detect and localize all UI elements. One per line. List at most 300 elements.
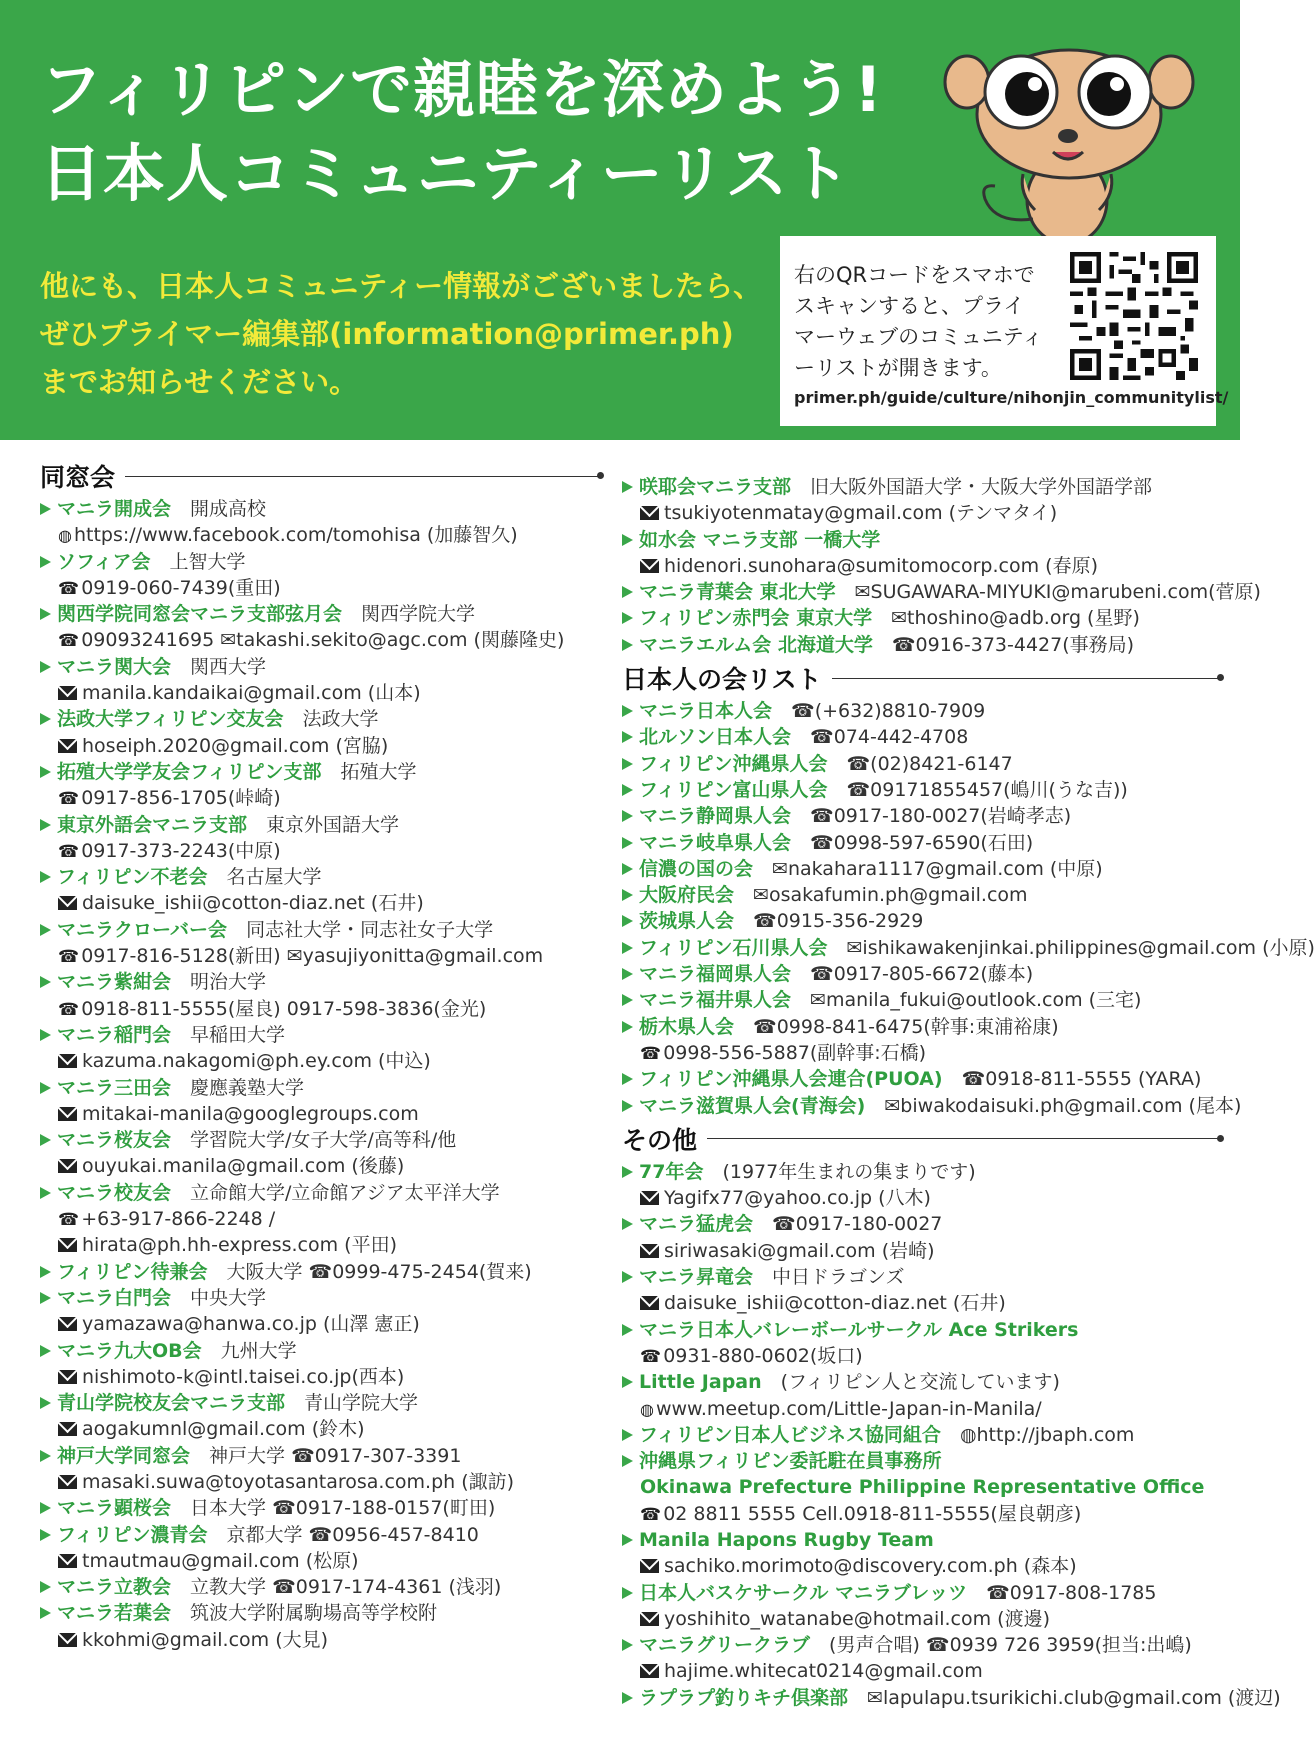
list-item-detail: [40, 1232, 600, 1258]
email-address[interactable]: mitakai-manila@googlegroups.com: [82, 1102, 419, 1125]
organization-name: 北ルソン日本人会: [639, 726, 792, 749]
phone-icon: ☎: [640, 1043, 662, 1064]
list-item-detail: [622, 1185, 1220, 1211]
section-title: 同窓会: [40, 463, 116, 492]
list-item: [40, 1443, 600, 1469]
arrow-bullet-icon: [622, 1271, 633, 1283]
arrow-bullet-icon: [40, 1502, 51, 1514]
arrow-bullet-icon: [40, 1082, 51, 1094]
phone-number[interactable]: 0998-556-5887(副幹事:石橋): [663, 1041, 927, 1064]
organization-detail: 中央大学: [190, 1286, 267, 1309]
list-item-detail: [40, 1153, 600, 1179]
organization-name: フィリピン日本人ビジネス協同組合: [639, 1423, 941, 1446]
list-item-detail: [40, 575, 600, 601]
email-address[interactable]: tsukiyotenmatay@gmail.com (テンマタイ): [664, 502, 1058, 525]
email-address[interactable]: masaki.suwa@toyotasantarosa.com.ph (諏訪): [82, 1470, 515, 1493]
email-address[interactable]: kazuma.nakagomi@ph.ey.com (中込): [82, 1050, 431, 1073]
organization-detail: 慶應義塾大学: [190, 1076, 305, 1099]
list-item-detail: [622, 1040, 1220, 1066]
arrow-bullet-icon: [622, 810, 633, 822]
phone-number[interactable]: 09093241695 ✉takashi.sekito@agc.com (関藤隆史): [81, 629, 565, 652]
phone-number[interactable]: 0919-060-7439(重田): [81, 576, 281, 599]
envelope-icon: [640, 506, 659, 520]
qr-instructions: 右のQRコードをスマホでスキャンすると、プライマーウェブのコミュニティーリストが開きます。: [794, 263, 1044, 380]
organization-name: 拓殖大学学友会フィリピン支部: [57, 760, 322, 783]
arrow-bullet-icon: [40, 1529, 51, 1541]
list-item: [40, 969, 600, 995]
organization-detail: ◍http://jbaph.com: [959, 1423, 1135, 1446]
arrow-bullet-icon: [622, 1166, 633, 1178]
arrow-bullet-icon: [622, 481, 633, 493]
envelope-icon: [58, 1475, 77, 1489]
list-item-detail: [622, 500, 1220, 526]
phone-icon: ☎: [640, 1504, 662, 1525]
envelope-icon: [58, 1317, 77, 1331]
list-item: [622, 1369, 1220, 1395]
title-line-1: フィリピンで親睦を深めよう!: [40, 53, 884, 126]
arrow-bullet-icon: [40, 924, 51, 936]
list-item: [40, 812, 600, 838]
organization-detail: 早稲田大学: [190, 1023, 286, 1046]
arrow-bullet-icon: [622, 534, 633, 546]
qr-info-box: [780, 236, 1229, 426]
arrow-bullet-icon: [40, 1581, 51, 1593]
envelope-icon: [58, 1159, 77, 1173]
organization-name-english: Okinawa Prefecture Philippine Representative Office: [640, 1476, 1205, 1499]
list-item: [622, 1093, 1242, 1119]
organization-detail: ☎0917-805-6672(藤本): [810, 963, 1034, 986]
email-address[interactable]: hajime.whitecat0214@gmail.com: [664, 1660, 983, 1683]
email-address[interactable]: kkohmi@gmail.com (大見): [82, 1628, 329, 1651]
list-item: [622, 777, 1220, 803]
phone-icon: ☎: [58, 841, 80, 862]
organization-detail: 拓殖大学: [340, 760, 417, 783]
list-item-detail: [622, 553, 1220, 579]
organization-name: マニラ関大会: [57, 655, 172, 678]
list-item-detail: [40, 838, 600, 864]
organization-name: マニラ桜友会: [57, 1129, 172, 1152]
list-item: [40, 549, 600, 575]
arrow-bullet-icon: [622, 994, 633, 1006]
list-item-detail: [40, 943, 600, 969]
list-item: [40, 1522, 600, 1548]
globe-icon: ◍: [58, 526, 72, 546]
phone-icon: ☎: [640, 1346, 662, 1367]
envelope-icon: [640, 1559, 659, 1573]
arrow-bullet-icon: [40, 766, 51, 778]
organization-name: マニラ日本人バレーボールサークル Ace Strikers: [639, 1318, 1079, 1341]
list-dousoukai-continued: [622, 474, 1261, 658]
organization-detail: ✉osakafumin.ph@gmail.com: [753, 884, 1028, 907]
phone-number[interactable]: 0917-816-5128(新田) ✉yasujiyonitta@gmail.com: [81, 945, 544, 968]
list-item-detail: [40, 680, 600, 706]
arrow-bullet-icon: [40, 819, 51, 831]
organization-detail: ☎0998-597-6590(石田): [810, 831, 1034, 854]
list-item-detail: [40, 890, 600, 916]
header-banner: [0, 0, 1240, 440]
arrow-bullet-icon: [622, 731, 633, 743]
organization-detail: 学習院大学/女子大学/高等科/他: [190, 1129, 457, 1152]
organization-name: 東京外語会マニラ支部: [57, 813, 248, 836]
organization-name: マニラ日本人会: [639, 700, 773, 723]
arrow-bullet-icon: [622, 942, 633, 954]
list-item-detail: [40, 996, 600, 1022]
organization-detail: ☎0918-811-5555 (YARA): [961, 1068, 1202, 1091]
arrow-bullet-icon: [40, 1397, 51, 1409]
organization-detail: ✉SUGAWARA-MIYUKI@marubeni.com(菅原): [854, 581, 1261, 604]
list-item: [622, 1159, 1220, 1185]
website-link[interactable]: https://www.facebook.com/tomohisa (加藤智久): [73, 524, 518, 547]
phone-number[interactable]: +63-917-866-2248 /: [81, 1208, 276, 1231]
organization-name: マニラ三田会: [57, 1076, 172, 1099]
arrow-bullet-icon: [40, 1292, 51, 1304]
organization-detail: ☎074-442-4708: [810, 726, 969, 749]
arrow-bullet-icon: [622, 968, 633, 980]
phone-number[interactable]: 02 8811 5555 Cell.0918-811-5555(屋良朝彦): [663, 1502, 1082, 1525]
list-item: [622, 1527, 1220, 1553]
envelope-icon: [58, 1107, 77, 1121]
email-address[interactable]: daisuke_ishii@cotton-diaz.net (石井): [664, 1292, 1006, 1315]
organization-name: マニラ若葉会: [57, 1602, 172, 1625]
organization-name: フィリピン沖縄県人会連合(PUOA): [639, 1068, 943, 1091]
list-item: [622, 474, 1220, 500]
arrow-bullet-icon: [622, 1324, 633, 1336]
organization-name: ラプラプ釣りキチ倶楽部: [639, 1686, 849, 1709]
organization-name: フィリピン赤門会 東京大学: [639, 607, 873, 630]
phone-number[interactable]: 0931-880-0602(坂口): [663, 1344, 863, 1367]
arrow-bullet-icon: [40, 1266, 51, 1278]
organization-name: 咲耶会マニラ支部: [639, 476, 792, 498]
phone-icon: ☎: [58, 1210, 80, 1231]
organization-name: ソフィア会: [57, 550, 151, 573]
organization-name: 栃木県人会: [639, 1015, 735, 1038]
list-item-detail: [622, 1553, 1220, 1579]
arrow-bullet-icon: [40, 976, 51, 988]
list-item: [40, 759, 600, 785]
organization-detail: ☎(+632)8810-7909: [791, 700, 986, 723]
organization-detail: ☎(02)8421-6147: [846, 752, 1013, 775]
arrow-bullet-icon: [622, 705, 633, 717]
list-item-detail: [622, 1238, 1220, 1264]
list-item: [40, 864, 600, 890]
organization-name: 神戸大学同窓会: [57, 1444, 191, 1467]
organization-name: フィリピン不老会: [57, 866, 208, 889]
list-item: [622, 632, 1220, 658]
email-address[interactable]: ouyukai.manila@gmail.com (後藤): [82, 1155, 405, 1178]
organization-name: 沖縄県フィリピン委託駐在員事務所: [639, 1450, 942, 1473]
envelope-icon: [58, 686, 77, 700]
list-item: [622, 908, 1220, 934]
envelope-icon: [58, 1370, 77, 1384]
email-address[interactable]: tmautmau@gmail.com (松原): [82, 1549, 359, 1572]
list-item-detail: [40, 1101, 600, 1127]
organization-detail: 同志社大学・同志社女子大学: [246, 918, 494, 941]
list-dousoukai: [40, 496, 600, 1653]
organization-detail: ☎0917-808-1785: [986, 1581, 1157, 1604]
envelope-icon: [640, 1612, 659, 1626]
list-item: [40, 654, 600, 680]
list-item: [622, 1014, 1220, 1040]
list-item: [622, 605, 1220, 631]
list-item: [40, 1495, 600, 1521]
qr-url[interactable]: primer.ph/guide/culture/nihonjin_communitylist/: [794, 388, 1229, 407]
list-item-detail: [40, 1469, 600, 1495]
list-item: [622, 724, 1220, 750]
section-divider: [707, 1138, 1220, 1139]
arrow-bullet-icon: [622, 1639, 633, 1651]
arrow-bullet-icon: [40, 1345, 51, 1357]
organization-name: 77年会: [639, 1160, 704, 1183]
organization-name: マニラグリークラブ: [639, 1634, 811, 1657]
section-title: その他: [622, 1125, 698, 1155]
email-address[interactable]: sachiko.morimoto@discovery.com.ph (森本): [664, 1555, 1077, 1578]
list-sonota: [622, 1159, 1281, 1711]
envelope-icon: [640, 559, 659, 573]
organization-name: フィリピン石川県人会: [639, 936, 828, 959]
organization-name: マニラ福井県人会: [639, 989, 792, 1012]
email-address[interactable]: hidenori.sunohara@sumitomocorp.com (春原): [664, 554, 1098, 577]
list-item: [40, 496, 600, 522]
organization-name: マニラクローバー会: [57, 918, 228, 941]
organization-name: マニラ猛虎会: [639, 1213, 754, 1236]
organization-detail: ☎09171855457(嶋川(うな吉)): [846, 778, 1128, 801]
organization-detail: 法政大学: [302, 708, 379, 731]
organization-name: マニラ立教会: [57, 1576, 172, 1599]
organization-name: マニラ稲門会: [57, 1023, 172, 1046]
organization-detail: 上智大学: [169, 550, 246, 573]
organization-name: 法政大学フィリピン交友会: [57, 708, 284, 731]
arrow-bullet-icon: [40, 871, 51, 883]
arrow-bullet-icon: [622, 586, 633, 598]
organization-name: マニラ青葉会 東北大学: [639, 581, 836, 604]
organization-detail: 東京外国語大学: [266, 813, 400, 836]
list-item-detail: [622, 1343, 1220, 1369]
list-item: [622, 961, 1220, 987]
list-item: [622, 1448, 1220, 1474]
arrow-bullet-icon: [622, 612, 633, 624]
organization-detail: ☎0915-356-2929: [753, 910, 924, 933]
organization-name: 関西学院同窓会マニラ支部弦月会: [57, 603, 343, 626]
list-item: [40, 706, 600, 732]
list-item: [622, 856, 1220, 882]
list-kenjinkai: [622, 698, 1315, 1119]
organization-name: マニラ顕桜会: [57, 1497, 172, 1520]
arrow-bullet-icon: [40, 1607, 51, 1619]
email-address[interactable]: manila.kandaikai@gmail.com (山本): [82, 682, 421, 705]
organization-name: Manila Hapons Rugby Team: [639, 1528, 934, 1551]
organization-detail: ☎0917-180-0027: [772, 1213, 943, 1236]
list-item: [622, 1317, 1220, 1343]
list-item: [622, 1066, 1220, 1092]
email-address[interactable]: aogakumnl@gmail.com (鈴木): [82, 1418, 365, 1441]
envelope-icon: [58, 1238, 77, 1252]
list-item: [622, 830, 1220, 856]
arrow-bullet-icon: [622, 1587, 633, 1599]
list-item-detail: [40, 627, 600, 653]
organization-detail: ✉lapulapu.tsurikichi.club@gmail.com (渡辺): [867, 1686, 1281, 1709]
email-address[interactable]: daisuke_ishii@cotton-diaz.net (石井): [82, 892, 424, 915]
list-item: [622, 751, 1220, 777]
website-link[interactable]: www.meetup.com/Little-Japan-in-Manila/: [655, 1397, 1042, 1420]
organization-name: 茨城県人会: [639, 910, 735, 933]
organization-detail: ✉manila_fukui@outlook.com (三宅): [810, 989, 1142, 1012]
phone-number[interactable]: 0918-811-5555(屋良) 0917-598-3836(金光): [81, 997, 487, 1020]
list-item-detail: [40, 733, 600, 759]
section-header-sonota: [622, 1119, 1220, 1159]
list-item: [40, 1600, 600, 1626]
phone-icon: ☎: [58, 789, 80, 810]
list-item: [40, 1338, 600, 1364]
arrow-bullet-icon: [622, 1455, 633, 1467]
arrow-bullet-icon: [622, 1218, 633, 1230]
organization-detail: 大阪大学 ☎0999-475-2454(賀来): [226, 1260, 532, 1283]
envelope-icon: [640, 1244, 659, 1258]
list-item-detail: [622, 1606, 1220, 1632]
list-item: [40, 1285, 600, 1311]
section-divider: [125, 476, 600, 477]
organization-name: マニラ滋賀県人会(青海会): [639, 1094, 866, 1117]
phone-icon: ☎: [58, 578, 80, 599]
organization-detail: 神戸大学 ☎0917-307-3391: [209, 1444, 462, 1467]
list-item-detail: [622, 1474, 1220, 1500]
email-address[interactable]: yoshihito_watanabe@hotmail.com (渡邊): [664, 1607, 1051, 1630]
list-item: [622, 935, 1315, 961]
list-item: [40, 1022, 600, 1048]
list-item: [622, 1264, 1220, 1290]
organization-detail: 京都大学 ☎0956-457-8410: [226, 1523, 479, 1546]
notice-line-1: 他にも、日本人コミュニティー情報がございましたら、: [40, 269, 763, 303]
envelope-icon: [58, 1054, 77, 1068]
notice-line-2: ぜひプライマー編集部(information@primer.ph): [40, 317, 734, 351]
email-address[interactable]: hirata@ph.hh-express.com (平田): [82, 1234, 397, 1257]
arrow-bullet-icon: [40, 661, 51, 673]
arrow-bullet-icon: [622, 1376, 633, 1388]
email-address[interactable]: siriwasaki@gmail.com (岩崎): [664, 1239, 935, 1262]
organization-name: マニラエルム会 北海道大学: [639, 633, 873, 656]
list-item: [40, 1180, 600, 1206]
phone-number[interactable]: 0917-856-1705(峠崎): [81, 787, 281, 810]
organization-name: 信濃の国の会: [639, 857, 754, 880]
list-item-detail: [40, 1548, 600, 1574]
list-item: [622, 1211, 1220, 1237]
envelope-icon: [58, 1422, 77, 1436]
organization-detail: 関西大学: [190, 655, 267, 678]
organization-name: マニラ昇竜会: [639, 1266, 754, 1289]
arrow-bullet-icon: [622, 1429, 633, 1441]
list-item-detail: [40, 1206, 600, 1232]
organization-name: フィリピン待兼会: [57, 1260, 208, 1283]
organization-name: マニラ岐阜県人会: [639, 831, 792, 854]
organization-name: マニラ紫紺会: [57, 971, 172, 994]
organization-detail: ☎0998-841-6475(幹事:東浦裕康): [753, 1015, 1059, 1038]
organization-detail: 名古屋大学: [226, 866, 322, 889]
organization-name: 青山学院校友会マニラ支部: [57, 1392, 286, 1415]
list-item-detail: [40, 785, 600, 811]
mascot-illustration: [935, 24, 1235, 239]
notice-line-3: までお知らせください。: [40, 365, 359, 399]
arrow-bullet-icon: [40, 1450, 51, 1462]
list-item: [40, 917, 600, 943]
arrow-bullet-icon: [40, 713, 51, 725]
list-item: [622, 1580, 1220, 1606]
right-column: [622, 456, 1315, 1711]
organization-detail: 青山学院大学: [304, 1392, 419, 1415]
arrow-bullet-icon: [40, 503, 51, 515]
list-item: [40, 1075, 600, 1101]
organization-detail: (フィリピン人と交流しています): [780, 1371, 1060, 1394]
email-address[interactable]: Yagifx77@yahoo.co.jp (八木): [664, 1187, 931, 1210]
envelope-icon: [58, 1554, 77, 1568]
envelope-icon: [640, 1664, 659, 1678]
arrow-bullet-icon: [622, 639, 633, 651]
phone-number[interactable]: 0917-373-2243(中原): [81, 839, 281, 862]
list-item: [622, 1422, 1220, 1448]
phone-icon: ☎: [58, 999, 80, 1020]
organization-detail: ✉nakahara1117@gmail.com (中原): [772, 857, 1103, 880]
list-item: [40, 1127, 600, 1153]
organization-name: フィリピン富山県人会: [639, 778, 828, 801]
envelope-icon: [58, 1633, 77, 1647]
envelope-icon: [58, 739, 77, 753]
list-item-detail: [40, 1311, 600, 1337]
organization-name: マニラ九大OB会: [57, 1339, 202, 1362]
list-item-detail: [40, 522, 600, 548]
organization-name: マニラ開成会: [57, 498, 172, 520]
arrow-bullet-icon: [40, 1187, 51, 1199]
organization-name: フィリピン沖縄県人会: [639, 752, 828, 775]
organization-detail: 日本大学 ☎0917-188-0157(町田): [190, 1497, 496, 1520]
organization-detail: (男声合唱) ☎0939 726 3959(担当:出嶋): [829, 1634, 1192, 1657]
organization-detail: ☎0917-180-0027(岩崎孝志): [810, 805, 1072, 828]
section-header-dousoukai: [40, 456, 600, 496]
organization-detail: 開成高校: [190, 498, 267, 520]
organization-detail: ✉ishikawakenjinkai.philippines@gmail.com (小原): [846, 936, 1315, 959]
email-address[interactable]: nishimoto-k@intl.taisei.co.jp(西本): [82, 1365, 405, 1388]
organization-name: 如水会 マニラ支部 一橋大学: [639, 528, 881, 551]
envelope-icon: [58, 896, 77, 910]
arrow-bullet-icon: [40, 608, 51, 620]
arrow-bullet-icon: [622, 915, 633, 927]
arrow-bullet-icon: [622, 1073, 633, 1085]
envelope-icon: [640, 1296, 659, 1310]
arrow-bullet-icon: [622, 837, 633, 849]
email-address[interactable]: hoseiph.2020@gmail.com (宮脇): [82, 734, 389, 757]
organization-name: マニラ福岡県人会: [639, 963, 792, 986]
list-item: [40, 1390, 600, 1416]
list-item-detail: [40, 1627, 600, 1653]
arrow-bullet-icon: [622, 784, 633, 796]
arrow-bullet-icon: [622, 758, 633, 770]
email-address[interactable]: yamazawa@hanwa.co.jp (山澤 憲正): [82, 1313, 420, 1336]
organization-detail: 中日ドラゴンズ: [772, 1266, 905, 1289]
left-column: [40, 456, 600, 1653]
list-item-detail: [622, 1501, 1220, 1527]
organization-name: 大阪府民会: [639, 884, 735, 907]
list-item-detail: [40, 1048, 600, 1074]
organization-detail: 九州大学: [220, 1339, 297, 1362]
page-title: [40, 48, 883, 216]
phone-icon: ☎: [58, 631, 80, 652]
organization-detail: 明治大学: [190, 971, 267, 994]
organization-name: マニラ静岡県人会: [639, 805, 792, 828]
organization-detail: 立教大学 ☎0917-174-4361 (浅羽): [190, 1576, 502, 1599]
organization-detail: ✉thoshino@adb.org (星野): [891, 607, 1140, 630]
list-item: [622, 698, 1220, 724]
qr-code-icon[interactable]: [1070, 252, 1198, 380]
list-item: [622, 1685, 1281, 1711]
phone-icon: ☎: [58, 947, 80, 968]
arrow-bullet-icon: [622, 1021, 633, 1033]
